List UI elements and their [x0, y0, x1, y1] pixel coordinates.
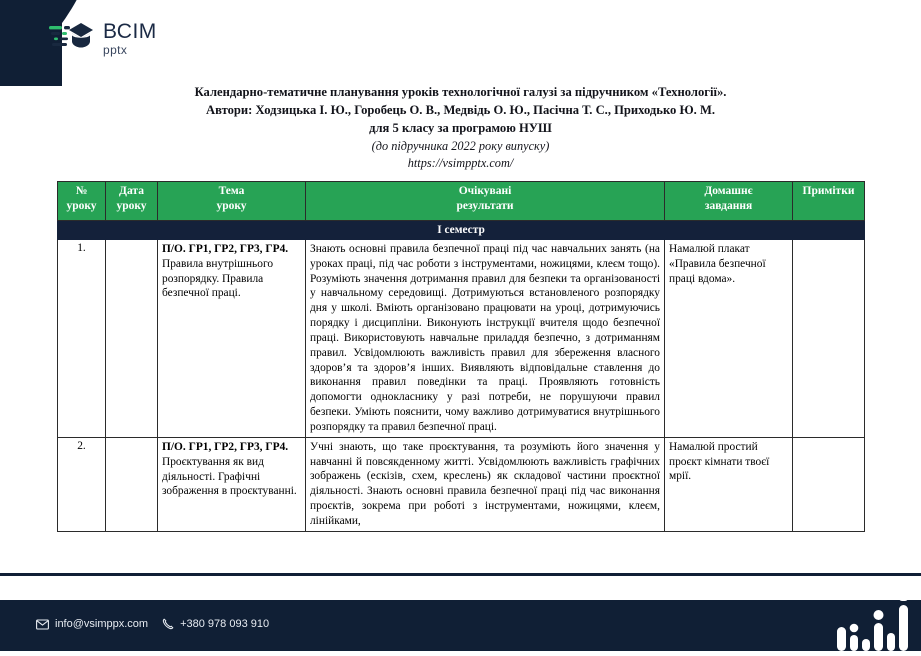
title-line-1: Календарно-тематичне планування уроків технологічної галузі за підручником «Технології». — [194, 85, 727, 99]
cell-homework: Намалюй плакат «Правила безпечної праці вдома». — [665, 240, 793, 438]
header-lesson-number-l2: уроку — [66, 199, 97, 212]
cell-lesson-topic-code: П/О. ГР1, ГР2, ГР3, ГР4. — [162, 243, 289, 255]
table-row — [58, 240, 865, 438]
header-homework-l1: Домашнє — [704, 185, 753, 197]
header-notes — [793, 182, 865, 221]
envelope-icon — [36, 619, 49, 630]
cell-lesson-number: 2. — [58, 437, 106, 531]
cell-lesson-topic-text: Правила внутрішнього розпорядку. Правила безпечної праці. — [162, 258, 274, 300]
header-expected-results-l1: Очікувані — [458, 185, 512, 197]
title-line-4: (до підручника 2022 року випуску) — [371, 138, 550, 153]
cell-lesson-topic-text: Проєктування як вид діяльності. Графічні зображення в проєктуванні. — [162, 456, 297, 498]
document-title-block — [0, 84, 921, 173]
bar-chart-mark-icon — [835, 595, 913, 651]
phone-icon — [162, 618, 174, 630]
semester-label: І семестр — [58, 221, 865, 240]
cell-lesson-topic — [158, 437, 306, 531]
brand-logo-title: ВСІМ — [103, 20, 157, 43]
footer-email[interactable] — [36, 618, 148, 630]
cell-notes — [793, 240, 865, 438]
header-homework — [665, 182, 793, 221]
brand-logo — [48, 19, 157, 58]
header-lesson-date-l1: Дата — [119, 185, 144, 197]
semester-divider-row — [58, 221, 865, 240]
cell-notes — [793, 437, 865, 531]
page-bottom-mask — [0, 576, 921, 600]
header-lesson-topic — [158, 182, 306, 221]
header-lesson-number-l1: № — [75, 185, 88, 197]
cell-lesson-topic-code: П/О. ГР1, ГР2, ГР3, ГР4. — [162, 440, 289, 453]
cell-lesson-topic — [158, 240, 306, 438]
footer-phone-text: +380 978 093 910 — [180, 618, 270, 630]
cell-lesson-number: 1. — [58, 240, 106, 438]
title-source-url: https://vsimpptx.com/ — [407, 156, 514, 171]
table-row — [58, 437, 865, 531]
graduation-cap-icon — [48, 19, 94, 58]
header-expected-results-l2: результати — [456, 199, 514, 212]
lesson-plan-table — [57, 181, 865, 532]
title-line-3: для 5 класу за програмою НУШ — [369, 120, 552, 135]
footer-email-text: info@vsimppx.com — [55, 618, 149, 630]
brand-logo-text — [103, 21, 157, 56]
header-notes-l1: Примітки — [802, 185, 855, 197]
footer-phone[interactable] — [162, 618, 269, 630]
title-line-2: Автори: Ходзицька І. Ю., Горобець О. В., Медвідь О. Ю., Пасічна Т. С., Приходько Ю. М. — [205, 102, 716, 117]
header-expected-results — [306, 182, 665, 221]
cell-homework: Намалюй простий проєкт кімнати твоєї мрії. — [665, 437, 793, 531]
header-lesson-topic-l2: уроку — [216, 199, 247, 212]
footer-contacts — [36, 618, 269, 630]
cell-expected-results: Учні знають, що таке проєктування, та розуміють його значення у навчанні й повсякденному житті. Усвідомлюють важливість графічних зображень (ескізів, схем, креслень) як складової частини проєктної діяльності. Знають основні правила безпечної праці під час виконання проєктів, зокрема при роботі з інструментами, ножицями, клеєм, лінійками, — [306, 437, 665, 531]
lesson-plan-table-wrap — [57, 181, 864, 532]
header-lesson-date — [106, 182, 158, 221]
header-lesson-date-l2: уроку — [116, 199, 147, 212]
cell-expected-results: Знають основні правила безпечної праці під час навчальних занять (на уроках праці, під час роботи з інструментами, ножицями, клеєм тощо). Розуміють значення дотримання правил для безпеки та організованості у навчальному середовищі. Дотримуються встановленого розпорядку дня у школі. Вміють організовано працювати на уроці, дотримуючись порядку і дисципліни. Виконують інструкції вчителя щодо безпечної праці. Використовують навчальне приладдя безпечно, з дотриманням правил. Усвідомлюють важливість правил для збереження власного здоров’я та здоров’я інших. Виявляють відповідальне ставлення до виконання правил поведінки та праці. Проявляють готовність допомогти однокласнику у разі потреби, не порушуючи правил безпеки. Уміють пояснити, чому важливо дотримуватися внутрішнього розпорядку та правил безпечної праці. — [306, 240, 665, 438]
header-homework-l2: завдання — [704, 199, 753, 212]
cell-lesson-date — [106, 437, 158, 531]
header-lesson-topic-l1: Тема — [218, 185, 245, 197]
brand-logo-subtitle: pptx — [103, 43, 128, 57]
header-lesson-number — [58, 182, 106, 221]
cell-lesson-date — [106, 240, 158, 438]
table-header-row — [58, 182, 865, 221]
